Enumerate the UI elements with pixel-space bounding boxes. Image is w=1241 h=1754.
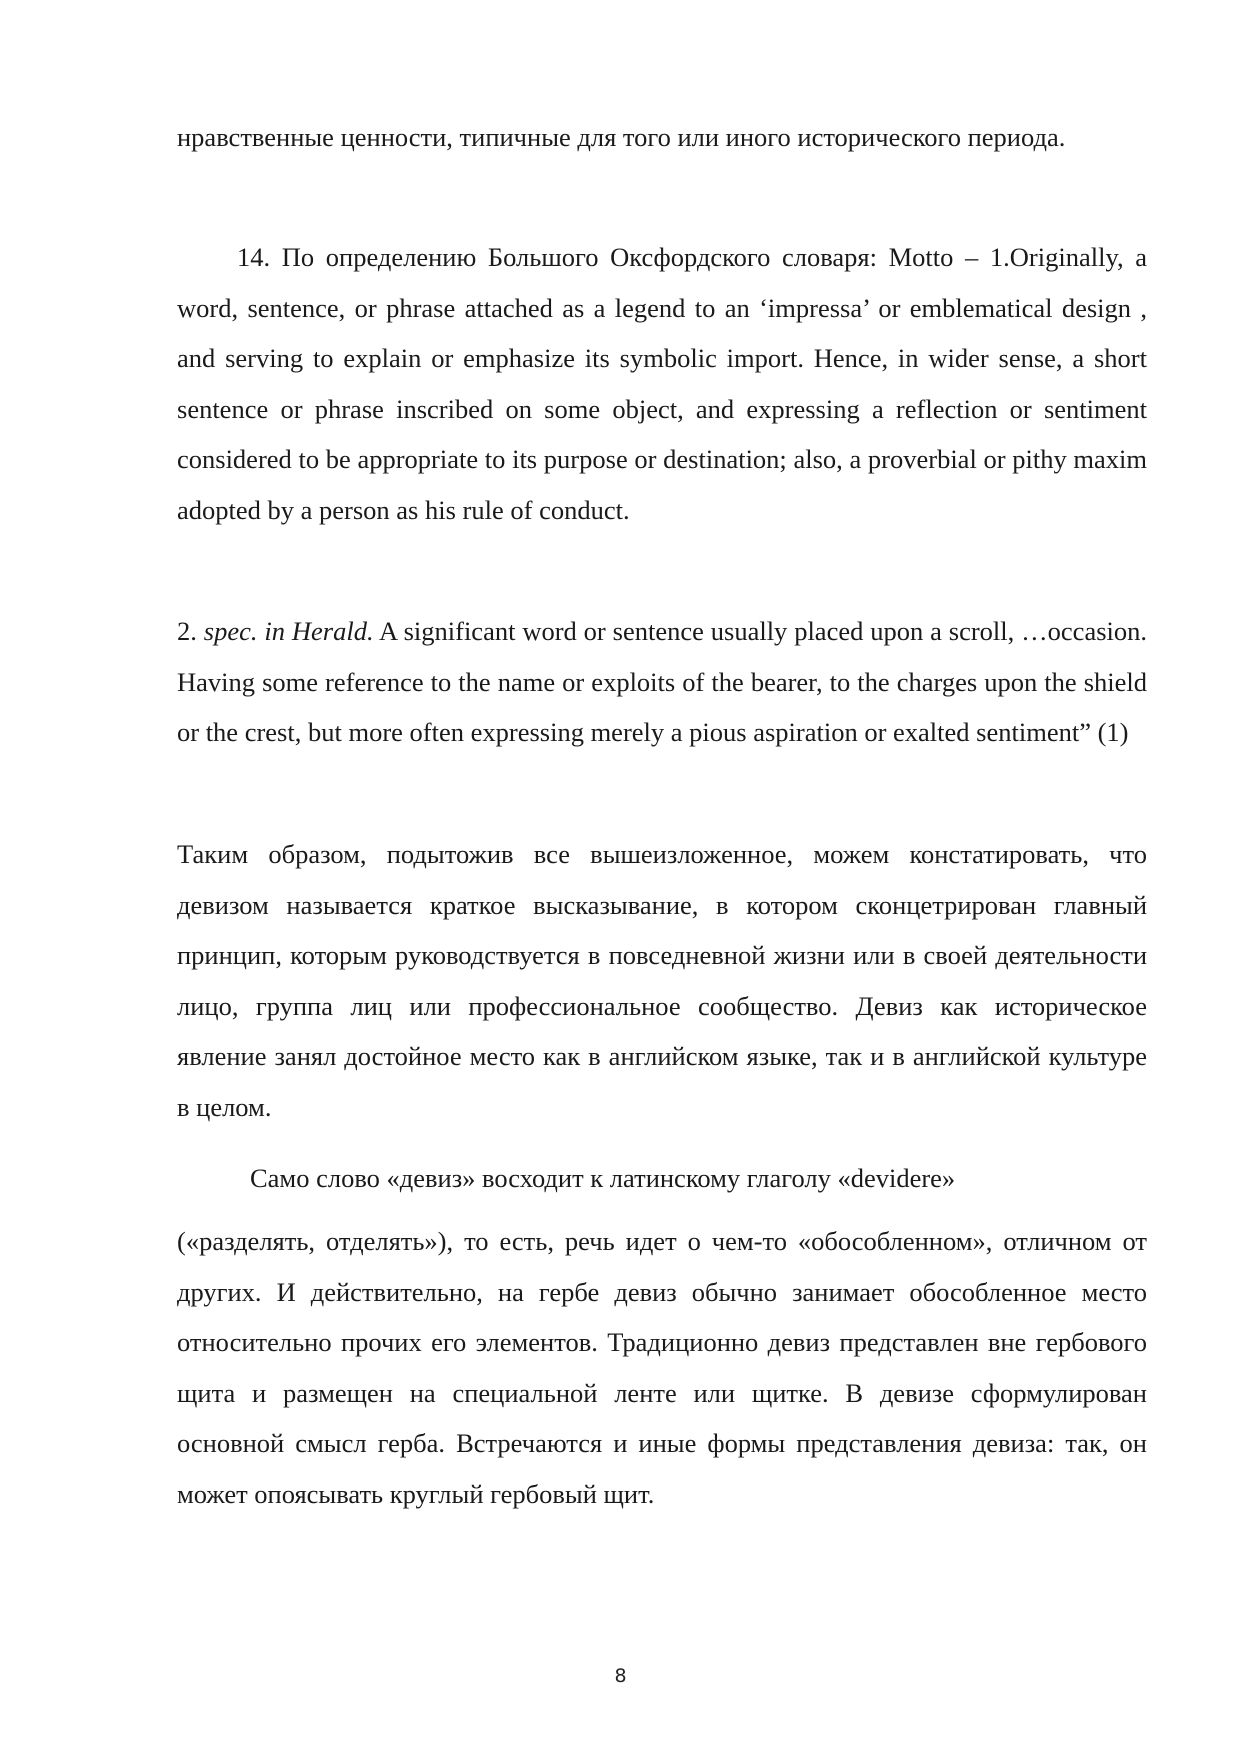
paragraph-etymology: («разделять, отделять»), то есть, речь идет о чем-то «обособленном», отличном от других. И действительно, на гербе девиз обычно занимает обособленное место относительно прочих его элементов. Традиционно девиз представлен вне гербового щита и размещен на специальной ленте или щитке. В девизе сформулирован основной смысл герба. Встречаются и иные формы представления девиза: так, он может опоясывать круглый гербовый щит.: [177, 1226, 1147, 1509]
paragraph-continuation: нравственные ценности, типичные для того или иного исторического периода.: [177, 122, 1066, 152]
paragraph-etymology-intro: Само слово «девиз» восходит к латинскому глаголу «devidere»: [250, 1163, 956, 1193]
paragraph-heraldic-definition: [177, 606, 1147, 758]
paragraph-conclusion: Таким образом, подытожив все вышеизложенное, можем констатировать, что девизом называется краткое высказывание, в котором сконцетрирован главный принцип, которым руководствуется в повседневной жизни или в своей деятельности лицо, группа лиц или профессиональное сообщество. Девиз как историческое явление занял достойное место как в английском языке, так и в английской культуре в целом.: [177, 839, 1147, 1122]
definition-text: A significant word or sentence usually placed upon a scroll, …occasion. Having some reference to the name or exploits of the bearer, to the charges upon the shield or the crest, but more often expressing merely a pious aspiration or exalted sentiment” (1): [177, 616, 1148, 747]
definition-number: 2.: [177, 616, 197, 646]
definition-domain-label: spec. in Herald.: [203, 616, 374, 646]
paragraph-oxford-definition: 14. По определению Большого Оксфордского словаря: Motto – 1.Originally, a word, sentence, or phrase attached as a legend to an ‘impressa’ or emblematical design , and serving to explain or emphasize its symbolic import. Hence, in wider sense, a short sentence or phrase inscribed on some object, and expressing a reflection or sentiment considered to be appropriate to its purpose or destination; also, a proverbial or pithy maxim adopted by a person as his rule of conduct.: [177, 242, 1147, 525]
page-number: 8: [614, 1665, 627, 1687]
